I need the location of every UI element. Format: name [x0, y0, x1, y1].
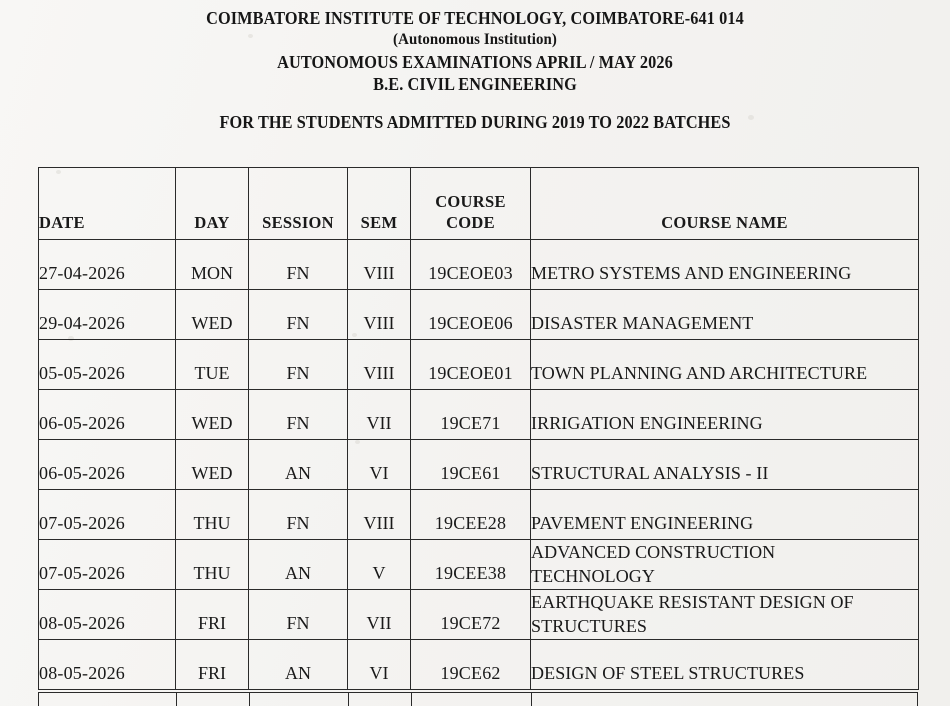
cell-day: WED	[176, 440, 249, 490]
table-row	[39, 590, 919, 640]
cell-sem: V	[348, 540, 411, 590]
cell-day: WED	[176, 390, 249, 440]
cell-course-name: DESIGN OF STEEL STRUCTURES	[531, 640, 919, 690]
branch-title: B.E. CIVIL ENGINEERING	[373, 74, 577, 94]
cell-course-name: IRRIGATION ENGINEERING	[531, 390, 919, 440]
table-row	[39, 290, 919, 340]
cell-course-name: TOWN PLANNING AND ARCHITECTURE	[531, 340, 919, 390]
document-heading	[0, 0, 950, 133]
cell-course-code: 19CEOE03	[411, 240, 531, 290]
cell-session: FN	[249, 590, 348, 640]
grid-line	[176, 693, 177, 706]
cell-day: MON	[176, 240, 249, 290]
cell-course-code: 19CE72	[411, 590, 531, 640]
column-header-course-code	[411, 168, 531, 240]
timetable-container	[38, 167, 918, 690]
cell-course-code: 19CEE38	[411, 540, 531, 590]
cell-course-name: METRO SYSTEMS AND ENGINEERING	[531, 240, 919, 290]
course-name-line2: TECHNOLOGY	[531, 565, 655, 586]
institution-name: COIMBATORE INSTITUTE OF TECHNOLOGY, COIMBATORE-641 014	[206, 8, 744, 28]
cell-course-name	[531, 540, 919, 590]
cell-date: 08-05-2026	[39, 640, 176, 690]
table-row	[39, 640, 919, 690]
cell-date: 07-05-2026	[39, 540, 176, 590]
cell-course-name: DISASTER MANAGEMENT	[531, 290, 919, 340]
course-code-header-line1: COURSE	[435, 192, 506, 211]
course-name-line1: ADVANCED CONSTRUCTION	[531, 542, 776, 562]
cell-sem: VI	[348, 440, 411, 490]
clipped-next-row	[38, 692, 918, 706]
cell-course-name	[531, 590, 919, 640]
course-code-header-line2: CODE	[446, 213, 495, 232]
cell-course-code: 19CE71	[411, 390, 531, 440]
cell-day: THU	[176, 540, 249, 590]
cell-sem: VIII	[348, 340, 411, 390]
grid-line	[249, 693, 250, 706]
cell-date: 06-05-2026	[39, 440, 176, 490]
table-row	[39, 390, 919, 440]
exam-timetable	[38, 167, 919, 690]
grid-line	[531, 693, 532, 706]
cell-sem: VIII	[348, 290, 411, 340]
table-row	[39, 240, 919, 290]
cell-session: AN	[249, 440, 348, 490]
column-header-sem: SEM	[348, 168, 411, 240]
cell-session: AN	[249, 540, 348, 590]
column-header-course-name: COURSE NAME	[531, 168, 919, 240]
cell-day: FRI	[176, 590, 249, 640]
cell-date: 29-04-2026	[39, 290, 176, 340]
cell-date: 06-05-2026	[39, 390, 176, 440]
cell-session: FN	[249, 390, 348, 440]
cell-day: FRI	[176, 640, 249, 690]
cell-course-code: 19CEOE01	[411, 340, 531, 390]
table-row	[39, 490, 919, 540]
grid-line	[411, 693, 412, 706]
cell-sem: VI	[348, 640, 411, 690]
cell-session: FN	[249, 340, 348, 390]
course-name-line2: STRUCTURES	[531, 615, 648, 636]
cell-date: 07-05-2026	[39, 490, 176, 540]
cell-course-code: 19CEOE06	[411, 290, 531, 340]
cell-sem: VIII	[348, 240, 411, 290]
examination-title: AUTONOMOUS EXAMINATIONS APRIL / MAY 2026	[277, 52, 673, 72]
column-header-session: SESSION	[249, 168, 348, 240]
table-body	[39, 240, 919, 690]
cell-course-name: STRUCTURAL ANALYSIS - II	[531, 440, 919, 490]
cell-course-code: 19CEE28	[411, 490, 531, 540]
table-header-row	[39, 168, 919, 240]
table-row	[39, 540, 919, 590]
cell-date: 05-05-2026	[39, 340, 176, 390]
batch-eligibility-note: FOR THE STUDENTS ADMITTED DURING 2019 TO 2022 BATCHES	[219, 112, 731, 132]
cell-course-code: 19CE62	[411, 640, 531, 690]
cell-session: FN	[249, 240, 348, 290]
column-header-day: DAY	[176, 168, 249, 240]
cell-day: TUE	[176, 340, 249, 390]
cell-session: FN	[249, 490, 348, 540]
autonomy-subtitle: (Autonomous Institution)	[393, 31, 557, 48]
cell-sem: VII	[348, 590, 411, 640]
cell-course-name: PAVEMENT ENGINEERING	[531, 490, 919, 540]
cell-session: FN	[249, 290, 348, 340]
cell-day: WED	[176, 290, 249, 340]
column-header-date: DATE	[39, 168, 176, 240]
cell-day: THU	[176, 490, 249, 540]
course-name-line1: EARTHQUAKE RESISTANT DESIGN OF	[531, 592, 854, 612]
cell-course-code: 19CE61	[411, 440, 531, 490]
cell-date: 08-05-2026	[39, 590, 176, 640]
cell-sem: VII	[348, 390, 411, 440]
cell-date: 27-04-2026	[39, 240, 176, 290]
cell-sem: VIII	[348, 490, 411, 540]
grid-line	[348, 693, 349, 706]
table-row	[39, 340, 919, 390]
table-row	[39, 440, 919, 490]
cell-session: AN	[249, 640, 348, 690]
